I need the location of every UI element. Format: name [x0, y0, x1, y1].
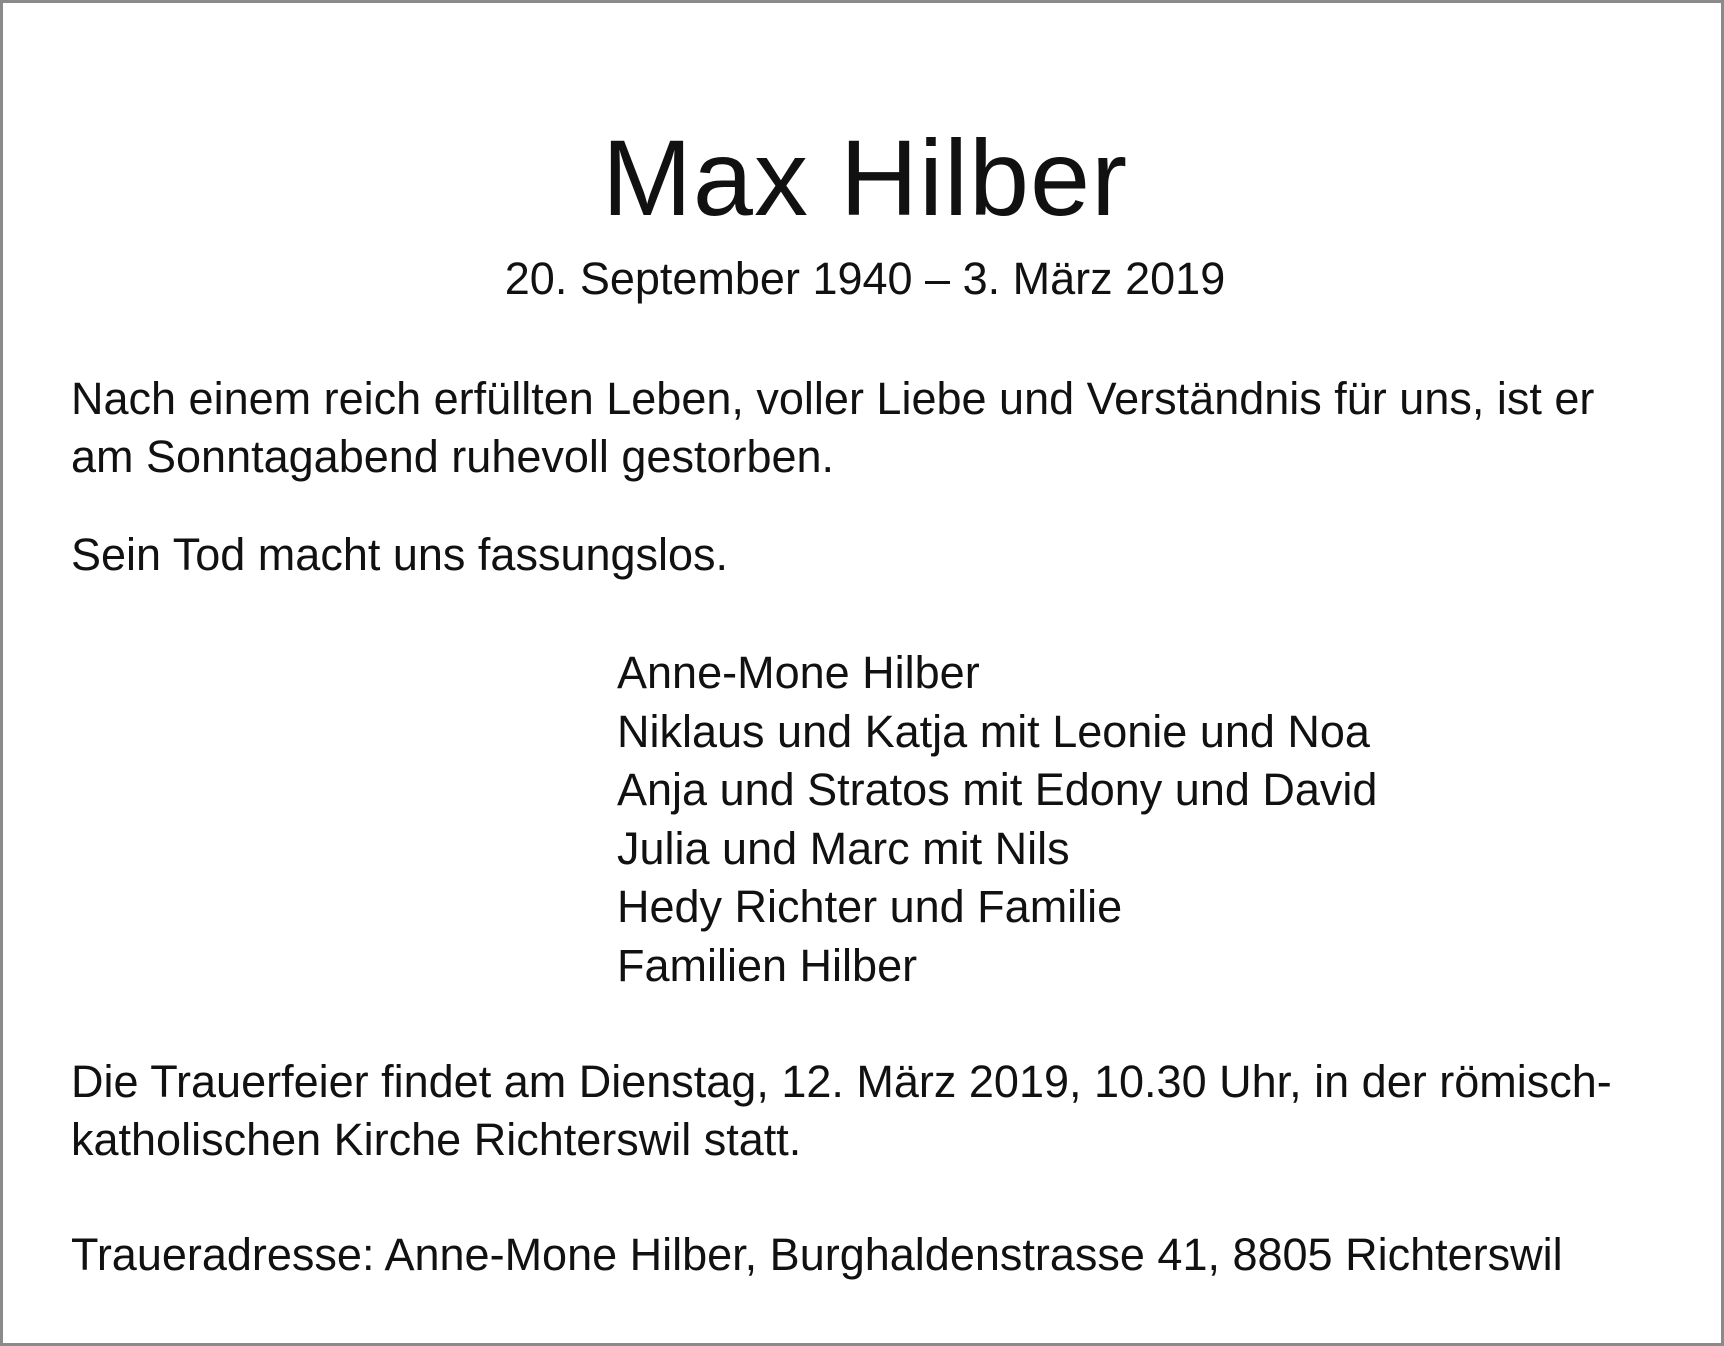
funeral-service-info — [71, 1053, 1671, 1169]
grief-statement — [71, 526, 1671, 584]
grief-line: Sein Tod macht uns fassungslos. — [71, 529, 729, 580]
mourners-list — [617, 644, 1377, 995]
mourner-item: Hedy Richter und Familie — [617, 881, 1123, 932]
address-line: Traueradresse: Anne-Mone Hilber, Burghaldenstrasse 41, 8805 Richterswil — [71, 1229, 1563, 1280]
mourner-item: Julia und Marc mit Nils — [617, 822, 1070, 874]
life-dates: 20. September 1940 – 3. März 2019 — [504, 253, 1226, 304]
deceased-name: Max Hilber — [601, 117, 1129, 238]
intro-line-2: am Sonntagabend ruhevoll gestorben. — [71, 431, 835, 482]
service-line-1: Die Trauerfeier findet am Dienstag, 12. März 2019, 10.30 Uhr, in der römisch- — [71, 1056, 1612, 1107]
mourner-item: Familien Hilber — [617, 939, 918, 991]
mourning-address — [71, 1226, 1671, 1284]
mourner-item: Niklaus und Katja mit Leonie und Noa — [617, 705, 1370, 757]
intro-line-1: Nach einem reich erfüllten Leben, voller Liebe und Verständnis für uns, ist er — [71, 373, 1595, 424]
mourner-item: Anja und Stratos mit Edony und David — [617, 764, 1378, 815]
intro-paragraph — [71, 370, 1671, 486]
service-line-2: katholischen Kirche Richterswil statt. — [71, 1114, 802, 1165]
mourner-item: Anne-Mone Hilber — [617, 647, 980, 698]
